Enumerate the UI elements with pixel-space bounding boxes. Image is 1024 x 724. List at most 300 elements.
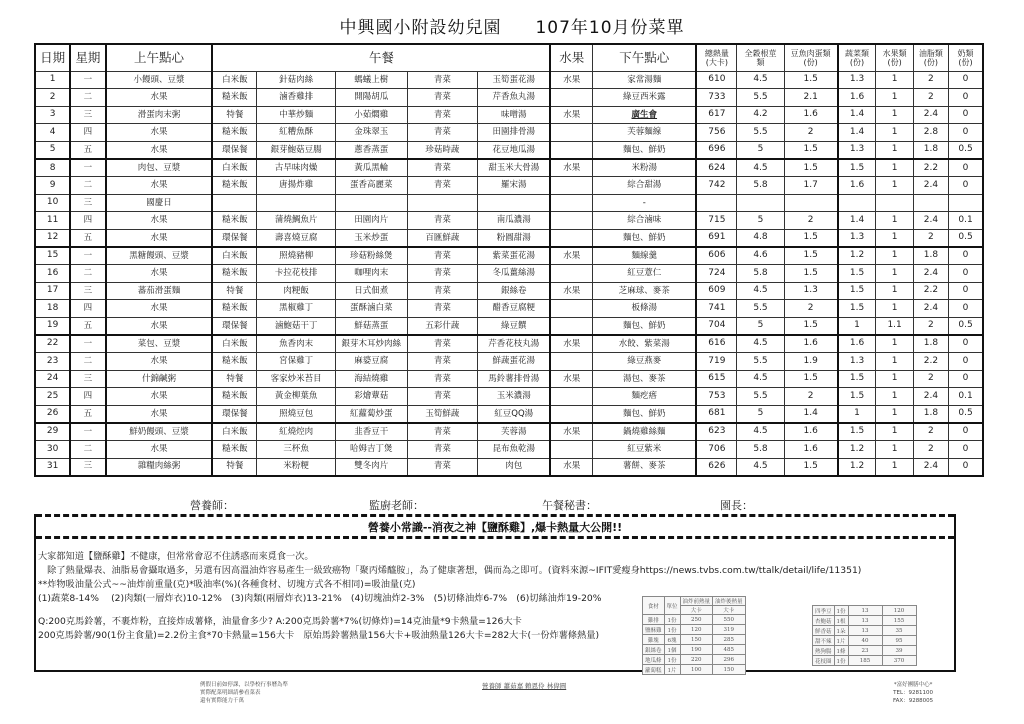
cell-date: 9 bbox=[35, 177, 70, 195]
cell-main-dish: 三杯魚 bbox=[257, 440, 336, 458]
cell-soup: 羅宋湯 bbox=[478, 177, 551, 195]
cell-milk: 0 bbox=[949, 247, 983, 265]
cell-fruit: 水果 bbox=[550, 458, 592, 476]
cell-fruit-serving: 1 bbox=[876, 247, 913, 265]
cell-milk: 0 bbox=[949, 106, 983, 124]
cell-fruit: 水果 bbox=[550, 335, 592, 353]
cell-calories: 724 bbox=[696, 265, 736, 283]
cell-grains: 5.5 bbox=[737, 300, 784, 318]
cell-main-dish: 魚香肉末 bbox=[257, 335, 336, 353]
cell-main-dish bbox=[257, 194, 336, 212]
cell-weekday: 三 bbox=[70, 194, 105, 212]
cell-side-dish: 彩燴蕈菇 bbox=[335, 388, 407, 406]
header-milk: 奶類 (份) bbox=[949, 44, 983, 71]
cell-oil: 1.8 bbox=[913, 405, 948, 423]
cell-soup: 味噌湯 bbox=[478, 106, 551, 124]
header-fruit: 水果 bbox=[550, 44, 592, 71]
cell-veg-serving: 1.5 bbox=[838, 423, 876, 441]
cell-fruit bbox=[550, 89, 592, 107]
cell-weekday: 三 bbox=[70, 458, 105, 476]
cell-oil: 2.8 bbox=[913, 124, 948, 142]
cell-side-dish bbox=[335, 194, 407, 212]
cell-milk: 0 bbox=[949, 423, 983, 441]
cell-vegetable: 青菜 bbox=[407, 335, 478, 353]
cell-soup: 田園排骨湯 bbox=[478, 124, 551, 142]
cell-soup: 紫菜蛋花湯 bbox=[478, 247, 551, 265]
cell-date: 5 bbox=[35, 141, 70, 159]
cell-oil: 2.4 bbox=[913, 388, 948, 406]
cell-grains: 5.8 bbox=[737, 265, 784, 283]
table-row: 四季豆 1份 13 120 bbox=[813, 606, 917, 616]
cell-date: 16 bbox=[35, 265, 70, 283]
cell-main-dish: 蒲燒鯛魚片 bbox=[257, 212, 336, 230]
cell-date: 23 bbox=[35, 353, 70, 371]
cell-side-dish: 雙冬肉片 bbox=[335, 458, 407, 476]
cell-main-dish: 銀芽鮑菇豆腸 bbox=[257, 141, 336, 159]
table-row: 甜不辣 1片 40 95 bbox=[813, 636, 917, 646]
cell-milk: 0 bbox=[949, 71, 983, 89]
cell-protein: 2.1 bbox=[784, 89, 837, 107]
cell-fruit bbox=[550, 405, 592, 423]
sign-principal: 園長： bbox=[720, 499, 753, 512]
table-row: 雞排 1份 250 550 bbox=[643, 615, 746, 625]
cell-veg-serving: 1.2 bbox=[838, 247, 876, 265]
cell-oil bbox=[913, 194, 948, 212]
cell-weekday: 二 bbox=[70, 265, 105, 283]
cell-am-snack: 水果 bbox=[106, 141, 213, 159]
cell-calories: 691 bbox=[696, 229, 736, 247]
cell-am-snack: 水果 bbox=[106, 124, 213, 142]
cell-vegetable: 青菜 bbox=[407, 212, 478, 230]
cell-grains: 4.5 bbox=[737, 458, 784, 476]
cell-fruit-serving: 1 bbox=[876, 229, 913, 247]
cell-milk: 0 bbox=[949, 124, 983, 142]
cell-date: 25 bbox=[35, 388, 70, 406]
cell-am-snack: 水果 bbox=[106, 388, 213, 406]
cell-protein: 1.5 bbox=[784, 265, 837, 283]
cell-calories: 609 bbox=[696, 282, 736, 300]
cell-protein: 1.5 bbox=[784, 71, 837, 89]
cell-oil: 2.2 bbox=[913, 282, 948, 300]
cell-veg-serving: 1.3 bbox=[838, 229, 876, 247]
cell-weekday: 一 bbox=[70, 71, 105, 89]
cell-vegetable: 青菜 bbox=[407, 124, 478, 142]
cell-protein: 1.3 bbox=[784, 282, 837, 300]
footer-notes: 例假日前如停課，以學校行事曆為準 實際配菜明細請參看菜表 還有實際能力千萬 bbox=[200, 682, 289, 704]
cell-pm-snack: - bbox=[593, 194, 697, 212]
cell-side-dish: 海結燒雞 bbox=[335, 370, 407, 388]
cell-staple: 白米飯 bbox=[212, 247, 256, 265]
cell-am-snack: 水果 bbox=[106, 353, 213, 371]
cell-main-dish: 唐揚炸雞 bbox=[257, 177, 336, 195]
cell-pm-snack: 鍋燒雞絲麵 bbox=[593, 423, 697, 441]
cell-fruit-serving: 1.1 bbox=[876, 317, 913, 335]
cell-vegetable: 青菜 bbox=[407, 177, 478, 195]
sign-secretary: 午餐秘書： bbox=[542, 499, 597, 512]
cell-soup: 銀絲卷 bbox=[478, 282, 551, 300]
cell-weekday: 一 bbox=[70, 247, 105, 265]
cell-vegetable: 青菜 bbox=[407, 89, 478, 107]
cell-milk: 0 bbox=[949, 159, 983, 177]
cell-milk: 0 bbox=[949, 440, 983, 458]
cell-main-dish: 紅燒焢肉 bbox=[257, 423, 336, 441]
cell-date: 4 bbox=[35, 124, 70, 142]
cell-date: 12 bbox=[35, 229, 70, 247]
cell-staple: 環保餐 bbox=[212, 141, 256, 159]
cell-calories: 624 bbox=[696, 159, 736, 177]
cell-fruit-serving: 1 bbox=[876, 458, 913, 476]
header-pm-snack: 下午點心 bbox=[593, 44, 697, 71]
cell-calories: 696 bbox=[696, 141, 736, 159]
table-header-row bbox=[35, 44, 983, 71]
cell-veg-serving: 1 bbox=[838, 405, 876, 423]
cell-date: 31 bbox=[35, 458, 70, 476]
table-row bbox=[35, 106, 983, 124]
cell-pm-snack: 綜合甜湯 bbox=[593, 177, 697, 195]
cell-fruit-serving bbox=[876, 194, 913, 212]
cell-pm-snack: 薯餅、麥茶 bbox=[593, 458, 697, 476]
cell-fruit-serving: 1 bbox=[876, 71, 913, 89]
table-row bbox=[35, 335, 983, 353]
cell-side-dish: 蛋酥滷白菜 bbox=[335, 300, 407, 318]
cell-protein: 2 bbox=[784, 124, 837, 142]
sign-dietitian: 營養師： bbox=[190, 499, 234, 512]
cell-veg-serving: 1.5 bbox=[838, 388, 876, 406]
cell-soup: 馬鈴薯排骨湯 bbox=[478, 370, 551, 388]
cell-weekday: 二 bbox=[70, 440, 105, 458]
cell-side-dish: 田園肉片 bbox=[335, 212, 407, 230]
cell-oil: 2 bbox=[913, 317, 948, 335]
cell-grains: 4.5 bbox=[737, 370, 784, 388]
cell-protein: 1.5 bbox=[784, 370, 837, 388]
header-veg: 蔬菜類 (份) bbox=[838, 44, 876, 71]
cell-grains: 5.5 bbox=[737, 124, 784, 142]
cell-am-snack: 水果 bbox=[106, 265, 213, 283]
cell-fruit-serving: 1 bbox=[876, 177, 913, 195]
note-title: 營養小常識--消夜之神【鹽酥雞】,爆卡熱量大公開!! bbox=[367, 521, 623, 534]
cell-grains: 5 bbox=[737, 141, 784, 159]
cell-oil: 1.8 bbox=[913, 335, 948, 353]
cell-fruit bbox=[550, 124, 592, 142]
cell-staple: 特餐 bbox=[212, 370, 256, 388]
cell-veg-serving: 1.6 bbox=[838, 335, 876, 353]
cell-weekday: 三 bbox=[70, 282, 105, 300]
cell-staple: 糙米飯 bbox=[212, 124, 256, 142]
cell-staple: 白米飯 bbox=[212, 423, 256, 441]
cell-milk: 0 bbox=[949, 353, 983, 371]
cell-grains: 5.8 bbox=[737, 440, 784, 458]
cell-vegetable: 青菜 bbox=[407, 353, 478, 371]
cell-soup: 肉包 bbox=[478, 458, 551, 476]
cell-soup: 南瓜濃湯 bbox=[478, 212, 551, 230]
cell-veg-serving: 1.3 bbox=[838, 71, 876, 89]
cell-vegetable: 珍菇時蔬 bbox=[407, 141, 478, 159]
cell-grains: 4.5 bbox=[737, 71, 784, 89]
cell-milk: 0.1 bbox=[949, 212, 983, 230]
cell-fruit: 水果 bbox=[550, 423, 592, 441]
cell-oil: 2.4 bbox=[913, 106, 948, 124]
cell-vegetable: 青菜 bbox=[407, 282, 478, 300]
cell-date: 22 bbox=[35, 335, 70, 353]
cell-am-snack: 水果 bbox=[106, 177, 213, 195]
table-row bbox=[35, 440, 983, 458]
cell-vegetable: 青菜 bbox=[407, 458, 478, 476]
cell-side-dish: 鮮菇蒸蛋 bbox=[335, 317, 407, 335]
cell-veg-serving bbox=[838, 194, 876, 212]
cell-main-dish: 肉粳飯 bbox=[257, 282, 336, 300]
cell-date: 17 bbox=[35, 282, 70, 300]
cell-protein: 2 bbox=[784, 388, 837, 406]
cell-date: 3 bbox=[35, 106, 70, 124]
cell-side-dish: 日式佃煮 bbox=[335, 282, 407, 300]
cell-am-snack: 水果 bbox=[106, 317, 213, 335]
cell-main-dish: 滷鮑菇干丁 bbox=[257, 317, 336, 335]
table-row: 蘿蔔糕 1片 100 150 bbox=[643, 665, 746, 675]
cell-side-dish: 咖哩肉末 bbox=[335, 265, 407, 283]
note-line: 除了熱量爆表、油脂易會攝取過多，另還有因高溫油炸容易產生一級致癌物「聚丙烯醯胺」，為了健康著想，偶而為之即可。(資料來源~IFIT愛瘦身https://news.tvbs.com.tw/ttalk/detail/life/11351) bbox=[38, 565, 862, 576]
cell-fruit-serving: 1 bbox=[876, 124, 913, 142]
cell-fruit bbox=[550, 317, 592, 335]
cell-weekday: 一 bbox=[70, 423, 105, 441]
cell-side-dish: 哈姆吉丁煲 bbox=[335, 440, 407, 458]
cell-date: 11 bbox=[35, 212, 70, 230]
cell-fruit-serving: 1 bbox=[876, 159, 913, 177]
cell-fruit bbox=[550, 388, 592, 406]
cell-protein: 1.5 bbox=[784, 317, 837, 335]
cell-staple bbox=[212, 194, 256, 212]
table-row bbox=[35, 388, 983, 406]
cell-am-snack: 國慶日 bbox=[106, 194, 213, 212]
cell-staple: 白米飯 bbox=[212, 159, 256, 177]
cell-calories: 741 bbox=[696, 300, 736, 318]
cell-milk bbox=[949, 194, 983, 212]
cell-side-dish: 珍菇粉絲煲 bbox=[335, 247, 407, 265]
cell-grains: 4.5 bbox=[737, 423, 784, 441]
cell-weekday: 三 bbox=[70, 370, 105, 388]
table-row bbox=[35, 265, 983, 283]
cell-main-dish: 照燒豬柳 bbox=[257, 247, 336, 265]
cell-fruit bbox=[550, 300, 592, 318]
table-row bbox=[35, 458, 983, 476]
cell-protein: 1.6 bbox=[784, 335, 837, 353]
cell-milk: 0 bbox=[949, 177, 983, 195]
cell-am-snack: 水果 bbox=[106, 300, 213, 318]
cell-grains: 5.5 bbox=[737, 388, 784, 406]
cell-oil: 2.4 bbox=[913, 265, 948, 283]
cell-staple: 環保餐 bbox=[212, 405, 256, 423]
cell-veg-serving: 1.3 bbox=[838, 141, 876, 159]
table-row bbox=[35, 194, 983, 212]
table-row bbox=[35, 89, 983, 107]
cell-soup: 冬瓜薑絲湯 bbox=[478, 265, 551, 283]
menu-body bbox=[35, 71, 983, 476]
cell-date: 2 bbox=[35, 89, 70, 107]
cell-grains: 5.5 bbox=[737, 353, 784, 371]
cell-grains: 5.5 bbox=[737, 89, 784, 107]
cell-protein: 1.6 bbox=[784, 423, 837, 441]
cell-grains: 5 bbox=[737, 405, 784, 423]
cell-am-snack: 水果 bbox=[106, 89, 213, 107]
cell-fruit-serving: 1 bbox=[876, 141, 913, 159]
table-row: 杏鮑菇 1根 13 155 bbox=[813, 616, 917, 626]
cell-soup: 芹香花枝丸湯 bbox=[478, 335, 551, 353]
cell-side-dish: 玉米炒蛋 bbox=[335, 229, 407, 247]
cell-am-snack: 什錦鹹粥 bbox=[106, 370, 213, 388]
cell-milk: 0.5 bbox=[949, 141, 983, 159]
cell-weekday: 五 bbox=[70, 141, 105, 159]
header-fruit-serving: 水果類 (份) bbox=[876, 44, 913, 71]
cell-weekday: 一 bbox=[70, 335, 105, 353]
cell-soup: 昆布魚乾湯 bbox=[478, 440, 551, 458]
table-row: 鹽酥雞 1份 120 319 bbox=[643, 625, 746, 635]
cell-am-snack: 水果 bbox=[106, 229, 213, 247]
cell-staple: 白米飯 bbox=[212, 71, 256, 89]
cell-date: 24 bbox=[35, 370, 70, 388]
table-row bbox=[35, 212, 983, 230]
cell-soup: 芹香魚丸湯 bbox=[478, 89, 551, 107]
cell-veg-serving: 1.5 bbox=[838, 159, 876, 177]
cell-staple: 糙米飯 bbox=[212, 212, 256, 230]
cell-weekday: 四 bbox=[70, 124, 105, 142]
cell-pm-snack: 紅豆紫米 bbox=[593, 440, 697, 458]
cell-calories bbox=[696, 194, 736, 212]
cell-oil: 2.4 bbox=[913, 300, 948, 318]
cell-pm-snack: 紅豆薏仁 bbox=[593, 265, 697, 283]
cell-oil: 2.2 bbox=[913, 159, 948, 177]
cell-fruit-serving: 1 bbox=[876, 106, 913, 124]
cell-soup: 花豆地瓜湯 bbox=[478, 141, 551, 159]
cell-fruit-serving: 1 bbox=[876, 423, 913, 441]
cell-date: 18 bbox=[35, 300, 70, 318]
cell-protein: 1.5 bbox=[784, 159, 837, 177]
cell-milk: 0 bbox=[949, 370, 983, 388]
cell-vegetable: 百匯鮮蔬 bbox=[407, 229, 478, 247]
cell-calories: 733 bbox=[696, 89, 736, 107]
cell-oil: 2 bbox=[913, 71, 948, 89]
header-grains: 全穀根莖 類 bbox=[737, 44, 784, 71]
cell-soup: 粉圓甜湯 bbox=[478, 229, 551, 247]
school-name: 中興國小附設幼兒園 bbox=[339, 18, 502, 38]
cell-oil: 2 bbox=[913, 89, 948, 107]
cell-calories: 742 bbox=[696, 177, 736, 195]
cell-oil: 1.8 bbox=[913, 247, 948, 265]
cell-vegetable: 青菜 bbox=[407, 265, 478, 283]
cell-soup: 甜玉米大骨湯 bbox=[478, 159, 551, 177]
cell-fruit-serving: 1 bbox=[876, 440, 913, 458]
cell-vegetable: 青菜 bbox=[407, 71, 478, 89]
cell-milk: 0.5 bbox=[949, 229, 983, 247]
cell-weekday: 四 bbox=[70, 212, 105, 230]
cell-main-dish: 黃金柳葉魚 bbox=[257, 388, 336, 406]
cell-calories: 756 bbox=[696, 124, 736, 142]
cell-calories: 606 bbox=[696, 247, 736, 265]
cell-veg-serving: 1.5 bbox=[838, 282, 876, 300]
cell-vegetable: 青菜 bbox=[407, 388, 478, 406]
cell-protein: 2 bbox=[784, 212, 837, 230]
cell-date: 29 bbox=[35, 423, 70, 441]
cell-main-dish: 照燒豆包 bbox=[257, 405, 336, 423]
note-line: 大家都知道【鹽酥雞】不健康，但常常會忍不住誘惑而來覓食一次。 bbox=[38, 551, 314, 562]
cell-am-snack: 肉包、豆漿 bbox=[106, 159, 213, 177]
cell-weekday: 二 bbox=[70, 353, 105, 371]
cell-pm-snack: 芝麻球、麥茶 bbox=[593, 282, 697, 300]
cell-side-dish: 麻婆豆腐 bbox=[335, 353, 407, 371]
cell-side-dish: 紅蘿蔔炒蛋 bbox=[335, 405, 407, 423]
cell-soup: 鮮蔬蛋花湯 bbox=[478, 353, 551, 371]
table-row bbox=[35, 282, 983, 300]
table-row bbox=[35, 370, 983, 388]
cell-calories: 706 bbox=[696, 440, 736, 458]
note-qa-line: Q:200克馬鈴薯，不裹炸粉，直接炸成薯條，油量會多少? A:200克馬鈴薯*7%(切條炸)=14克油量*9卡熱量=126大卡 bbox=[38, 616, 522, 627]
cell-fruit: 水果 bbox=[550, 247, 592, 265]
cell-fruit bbox=[550, 177, 592, 195]
cell-fruit-serving: 1 bbox=[876, 300, 913, 318]
table-row bbox=[35, 247, 983, 265]
cell-date: 19 bbox=[35, 317, 70, 335]
cell-grains: 5 bbox=[737, 317, 784, 335]
cell-soup: 玉筍蛋花湯 bbox=[478, 71, 551, 89]
cell-staple: 糙米飯 bbox=[212, 388, 256, 406]
cell-veg-serving: 1.2 bbox=[838, 458, 876, 476]
cell-side-dish: 蛋香高麗菜 bbox=[335, 177, 407, 195]
cell-fruit-serving: 1 bbox=[876, 282, 913, 300]
cell-fruit-serving: 1 bbox=[876, 388, 913, 406]
cell-fruit: 水果 bbox=[550, 106, 592, 124]
table-row: 銀絲卷 1個 190 485 bbox=[643, 645, 746, 655]
cell-oil: 2 bbox=[913, 370, 948, 388]
cell-side-dish: 黃瓜黑輪 bbox=[335, 159, 407, 177]
cell-grains: 4.5 bbox=[737, 282, 784, 300]
cell-side-dish: 開陽胡瓜 bbox=[335, 89, 407, 107]
cell-fruit bbox=[550, 229, 592, 247]
cell-milk: 0.5 bbox=[949, 317, 983, 335]
table-row: 雞塊 6塊 150 285 bbox=[643, 635, 746, 645]
table-row: 花枝圈 1份 185 370 bbox=[813, 656, 917, 666]
cell-pm-snack: 芙蓉麵線 bbox=[593, 124, 697, 142]
cell-fruit-serving: 1 bbox=[876, 89, 913, 107]
cell-date: 26 bbox=[35, 405, 70, 423]
cell-fruit-serving: 1 bbox=[876, 370, 913, 388]
cell-pm-snack: 綜合滷味 bbox=[593, 212, 697, 230]
cell-weekday: 二 bbox=[70, 89, 105, 107]
cell-staple: 糙米飯 bbox=[212, 265, 256, 283]
cell-soup: 紅豆QQ湯 bbox=[478, 405, 551, 423]
cell-am-snack: 黑糖饅頭、豆漿 bbox=[106, 247, 213, 265]
cell-veg-serving: 1 bbox=[838, 317, 876, 335]
cell-main-dish: 紅糟魚酥 bbox=[257, 124, 336, 142]
cell-veg-serving: 1.5 bbox=[838, 300, 876, 318]
cell-date: 1 bbox=[35, 71, 70, 89]
cell-calories: 617 bbox=[696, 106, 736, 124]
cell-staple: 糙米飯 bbox=[212, 440, 256, 458]
cell-vegetable: 青菜 bbox=[407, 300, 478, 318]
header-calories: 總熱量 (大卡) bbox=[696, 44, 736, 71]
header-lunch: 午餐 bbox=[212, 44, 550, 71]
table-row bbox=[35, 124, 983, 142]
cell-oil: 2 bbox=[913, 229, 948, 247]
dashed-divider bbox=[36, 514, 954, 517]
cell-main-dish: 宮保雞丁 bbox=[257, 353, 336, 371]
cell-vegetable: 青菜 bbox=[407, 440, 478, 458]
fried-veg-calorie-table bbox=[812, 605, 917, 666]
cell-staple: 白米飯 bbox=[212, 335, 256, 353]
table-row bbox=[35, 71, 983, 89]
cell-protein: 1.7 bbox=[784, 177, 837, 195]
cell-vegetable: 五彩什蔬 bbox=[407, 317, 478, 335]
cell-pm-snack: 板條湯 bbox=[593, 300, 697, 318]
cell-date: 10 bbox=[35, 194, 70, 212]
table-row: 熱狗腸 1條 23 39 bbox=[813, 646, 917, 656]
